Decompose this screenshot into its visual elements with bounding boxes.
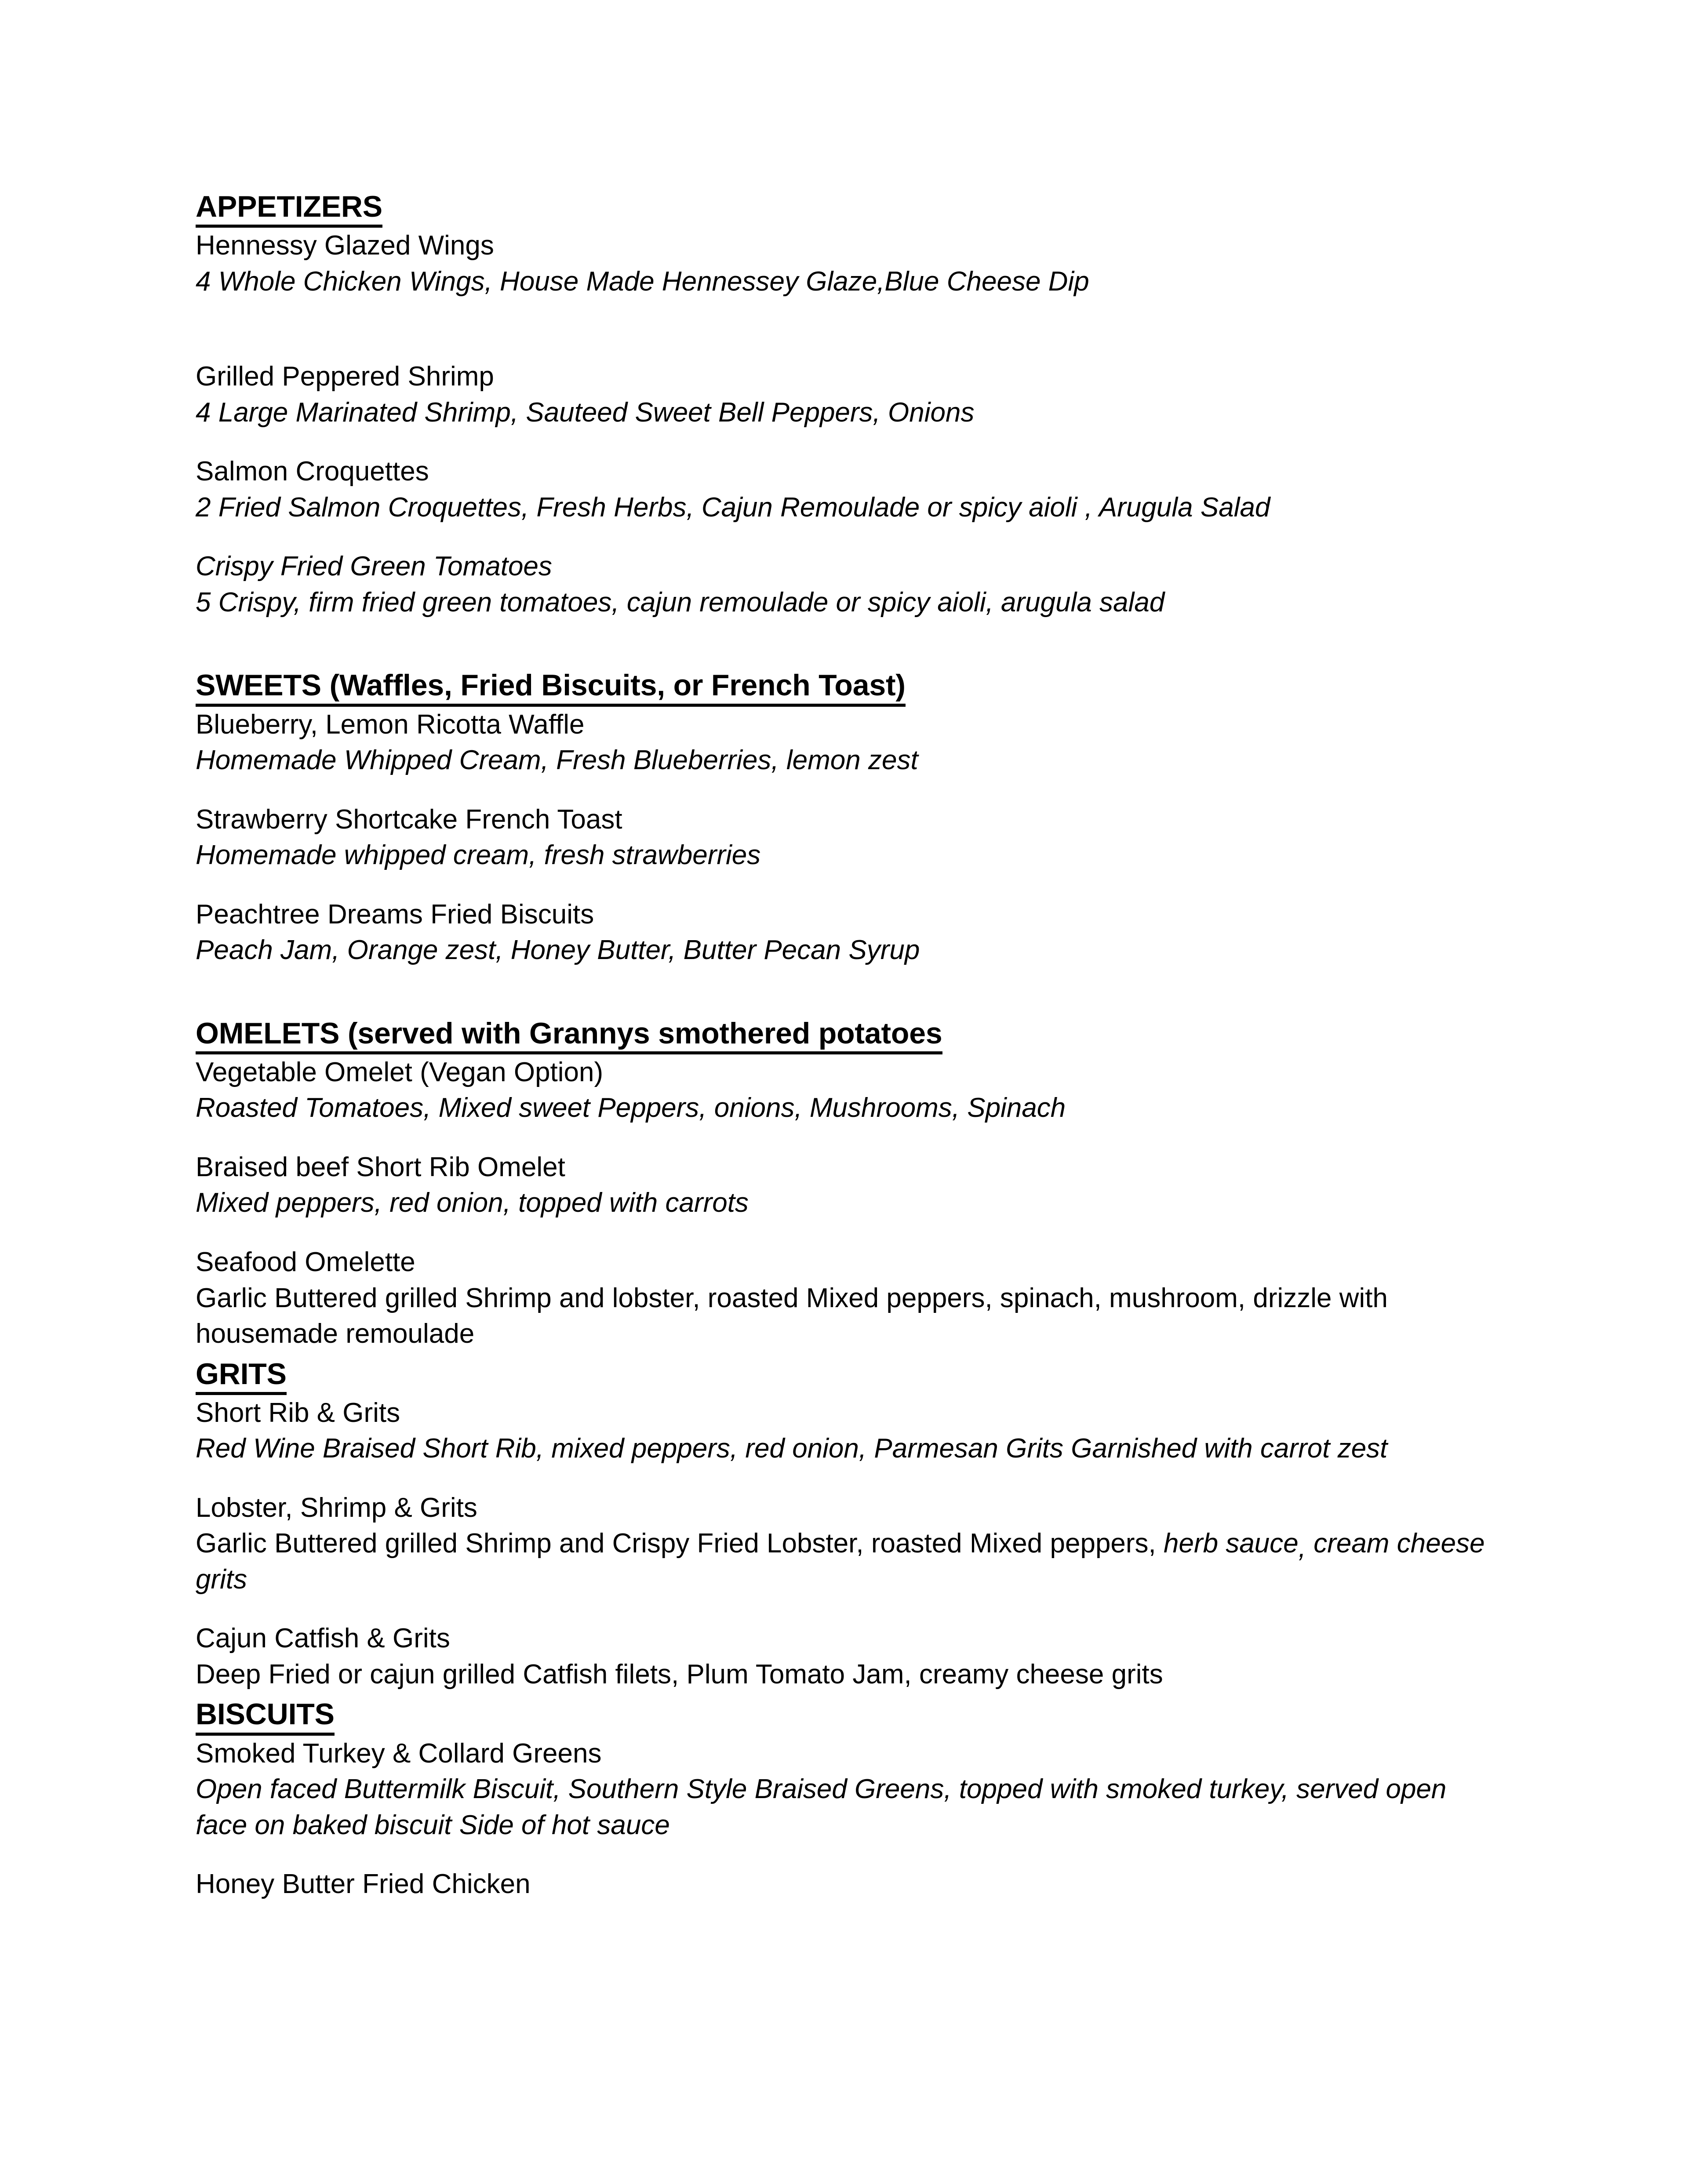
desc-low-comma: , [1298, 1533, 1306, 1563]
menu-document [196, 189, 1497, 1902]
section-header-appetizers: APPETIZERS [196, 189, 1497, 228]
spacer [196, 1352, 1497, 1356]
spacer [196, 430, 1497, 454]
spacer [196, 1126, 1497, 1149]
menu-item-name: Smoked Turkey & Collard Greens [196, 1738, 602, 1769]
menu-item-description: Roasted Tomatoes, Mixed sweet Peppers, onions, Mushrooms, Spinach [196, 1093, 1066, 1123]
menu-item-description: Deep Fried or cajun grilled Catfish filets, Plum Tomato Jam, creamy cheese grits [196, 1659, 1163, 1690]
section-sweets [196, 668, 1497, 968]
menu-item-description: Red Wine Braised Short Rib, mixed peppers, red onion, Parmesan Grits Garnished with carrot zest [196, 1433, 1388, 1464]
spacer [196, 778, 1497, 802]
spacer [196, 299, 1497, 359]
menu-item [196, 1054, 1497, 1126]
menu-item-name: Cajun Catfish & Grits [196, 1623, 450, 1654]
desc-roman-lead: Garlic Buttered grilled Shrimp and Crispy Fried Lobster, roasted Mixed peppers, [196, 1528, 1156, 1559]
menu-item-description: 5 Crispy, firm fried green tomatoes, cajun remoulade or spicy aioli, arugula salad [196, 587, 1165, 618]
desc-italic-b: cream cheese grits [196, 1528, 1485, 1595]
menu-item-name: Salmon Croquettes [196, 456, 429, 487]
menu-item [196, 228, 1497, 299]
menu-item-name: Hennessy Glazed Wings [196, 230, 494, 261]
spacer [196, 873, 1497, 897]
menu-item-name: Honey Butter Fried Chicken [196, 1869, 531, 1900]
menu-item-description: Homemade Whipped Cream, Fresh Blueberries, lemon zest [196, 745, 918, 776]
menu-item-description [196, 1526, 1497, 1597]
desc-italic-a: herb sauce [1156, 1528, 1299, 1559]
menu-item-name: Braised beef Short Rib Omelet [196, 1152, 565, 1182]
menu-item-description: 4 Whole Chicken Wings, House Made Hennessey Glaze,Blue Cheese Dip [196, 266, 1089, 297]
spacer [196, 620, 1497, 668]
menu-item-description: Open faced Buttermilk Biscuit, Southern Style Braised Greens, topped with smoked turkey, served open face on baked biscuit Side of hot sauce [196, 1774, 1447, 1840]
spacer [196, 525, 1497, 549]
section-header-omelets: OMELETS (served with Grannys smothered potatoes [196, 1016, 1497, 1054]
menu-item [196, 1866, 1497, 1902]
menu-item [196, 802, 1497, 873]
menu-item-name: Seafood Omelette [196, 1246, 415, 1277]
menu-item [196, 359, 1497, 430]
menu-item-description: Garlic Buttered grilled Shrimp and lobster, roasted Mixed peppers, spinach, mushroom, drizzle with housemade remoulade [196, 1283, 1388, 1349]
menu-item [196, 454, 1497, 525]
spacer [196, 968, 1497, 1016]
spacer [196, 1221, 1497, 1244]
menu-item-description: Homemade whipped cream, fresh strawberries [196, 840, 761, 871]
menu-item [196, 1621, 1497, 1692]
menu-item-description: 2 Fried Salmon Croquettes, Fresh Herbs, Cajun Remoulade or spicy aioli , Arugula Salad [196, 492, 1270, 523]
section-header-sweets: SWEETS (Waffles, Fried Biscuits, or French Toast) [196, 668, 1497, 706]
menu-item-name: Vegetable Omelet (Vegan Option) [196, 1057, 604, 1087]
menu-item-description: Mixed peppers, red onion, topped with carrots [196, 1188, 749, 1218]
section-header-biscuits: BISCUITS [196, 1697, 1497, 1735]
menu-item-name: Blueberry, Lemon Ricotta Waffle [196, 709, 585, 740]
menu-item [196, 1244, 1497, 1352]
section-appetizers [196, 189, 1497, 620]
spacer [196, 1597, 1497, 1621]
menu-item [196, 1395, 1497, 1467]
menu-item-name: Lobster, Shrimp & Grits [196, 1492, 477, 1523]
spacer [196, 1692, 1497, 1697]
section-biscuits [196, 1697, 1497, 1902]
menu-item [196, 1490, 1497, 1598]
menu-item-description: Peach Jam, Orange zest, Honey Butter, Butter Pecan Syrup [196, 935, 920, 966]
menu-item-name: Peachtree Dreams Fried Biscuits [196, 899, 594, 930]
menu-item [196, 707, 1497, 778]
menu-item-name: Crispy Fried Green Tomatoes [196, 551, 552, 582]
menu-item [196, 897, 1497, 968]
menu-item-name: Grilled Peppered Shrimp [196, 361, 494, 392]
menu-item [196, 1736, 1497, 1843]
spacer [196, 1467, 1497, 1490]
spacer [196, 1843, 1497, 1866]
menu-item [196, 1149, 1497, 1221]
menu-item-name: Short Rib & Grits [196, 1397, 400, 1428]
menu-item-description: 4 Large Marinated Shrimp, Sauteed Sweet Bell Peppers, Onions [196, 397, 975, 428]
menu-item-name: Strawberry Shortcake French Toast [196, 804, 622, 835]
section-grits [196, 1356, 1497, 1693]
section-omelets [196, 1016, 1497, 1352]
section-header-grits: GRITS [196, 1356, 1497, 1395]
menu-item [196, 549, 1497, 620]
